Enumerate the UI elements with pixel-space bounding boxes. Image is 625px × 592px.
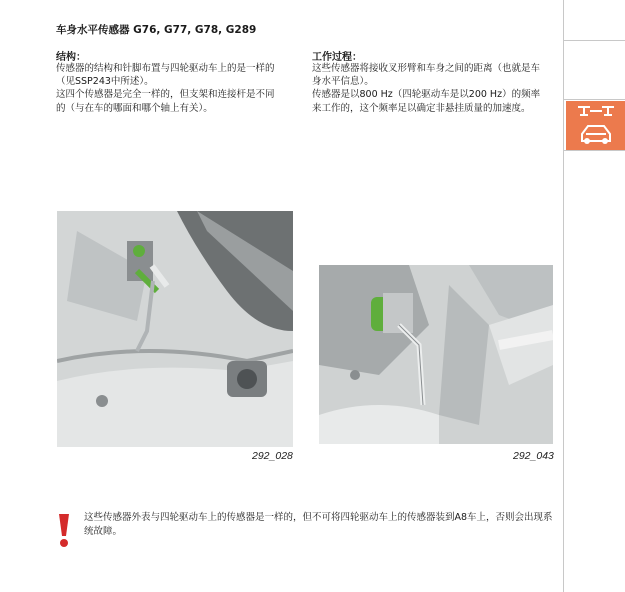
structure-heading: 结构： [56, 52, 86, 63]
warning-note [84, 511, 554, 538]
tab-divider [563, 40, 625, 41]
sensor-photo-rear [319, 265, 553, 444]
structure-paragraph: 这四个传感器是完全一样的，但支架和连接杆是不同的（与在车的哪面和哪个轴上有关）。 [56, 89, 275, 114]
operation-paragraph: 传感器是以800 Hz（四轮驱动车是以200 Hz）的频率来工作的，这个频率足以确定非悬挂质量的加速度。 [312, 89, 541, 114]
page-margin-rule [563, 0, 564, 592]
exclamation-icon [56, 512, 72, 548]
structure-paragraph: 传感器的结构和针脚布置与四轮驱动车上的是一样的（见SSP243中所述）。 [56, 63, 275, 88]
structure-text [56, 62, 278, 115]
tab-divider [563, 150, 625, 151]
warning-text: 这些传感器外表与四轮驱动车上的传感器是一样的，但不可将四轮驱动车上的传感器装到A8车上，否则会出现系统故障。 [84, 512, 553, 537]
operation-paragraph: 这些传感器将接收叉形臂和车身之间的距离（也就是车身水平信息）。 [312, 63, 541, 88]
operation-heading: 工作过程： [312, 52, 362, 63]
operation-text [312, 62, 547, 115]
tab-divider [563, 99, 625, 100]
suspension-level-icon [566, 101, 625, 150]
figure-caption: 292_043 [513, 450, 554, 462]
figure-caption: 292_028 [252, 450, 293, 462]
chapter-tab[interactable] [566, 101, 625, 150]
sensor-photo-front [57, 211, 293, 447]
page-title: 车身水平传感器 G76, G77, G78, G289 [56, 24, 257, 36]
